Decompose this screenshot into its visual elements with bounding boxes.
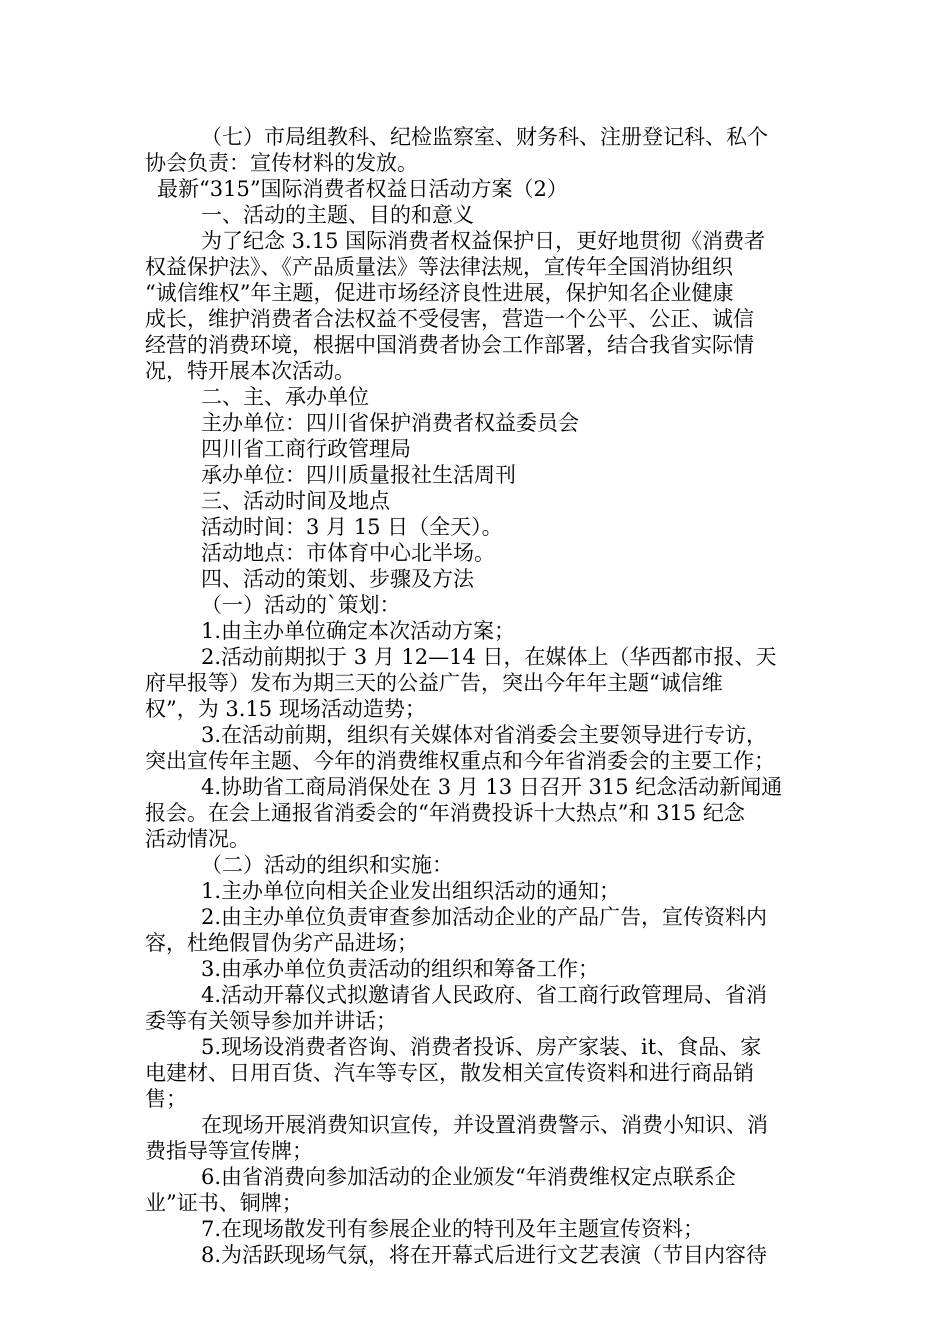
- text-line: 业”证书、铜牌；: [145, 1191, 303, 1215]
- text-line: 协会负责：宣传材料的发放。: [145, 151, 418, 175]
- text-line: 四川省工商行政管理局: [201, 437, 411, 461]
- heading: 二、主、承办单位: [201, 385, 369, 409]
- heading: 四、活动的策划、步骤及方法: [201, 567, 474, 591]
- text-line: 在现场开展消费知识宣传，并设置消费警示、消费小知识、消: [201, 1113, 768, 1137]
- text-line: 活动时间：3 月 15 日（全天）。: [201, 515, 503, 539]
- text-line: 1.由主办单位确定本次活动方案；: [201, 619, 516, 643]
- text-line: 权”，为 3.15 现场活动造势；: [145, 697, 426, 721]
- text-line: 2.活动前期拟于 3 月 12—14 日，在媒体上（华西都市报、天: [201, 645, 777, 669]
- text-line: 3.在活动前期，组织有关媒体对省消委会主要领导进行专访，: [201, 723, 768, 747]
- text-line: 6.由省消费向参加活动的企业颁发“年消费维权定点联系企: [201, 1165, 736, 1189]
- text-line: 费指导等宣传牌；: [145, 1139, 313, 1163]
- section-title: 最新“315”国际消费者权益日活动方案（2）: [157, 177, 568, 201]
- subheading: （二）活动的组织和实施：: [201, 853, 453, 877]
- text-line: 4.协助省工商局消保处在 3 月 13 日召开 315 纪念活动新闻通: [201, 775, 783, 799]
- text-line: 成长，维护消费者合法权益不受侵害，营造一个公平、公正、诚信: [145, 307, 754, 331]
- text-line: 主办单位：四川省保护消费者权益委员会: [201, 411, 579, 435]
- text-line: 府早报等）发布为期三天的公益广告，突出今年年主题“诚信维: [145, 671, 723, 695]
- heading: 三、活动时间及地点: [201, 489, 390, 513]
- text-line: 1.主办单位向相关企业发出组织活动的通知；: [201, 879, 621, 903]
- text-line: 承办单位：四川质量报社生活周刊: [201, 463, 516, 487]
- text-line: 4.活动开幕仪式拟邀请省人民政府、省工商行政管理局、省消: [201, 983, 768, 1007]
- text-line: “诚信维权”年主题，促进市场经济良性进展，保护知名企业健康: [145, 281, 734, 305]
- subheading: （一）活动的`策划：: [201, 593, 401, 617]
- text-line: 权益保护法》、《产品质量法》等法律法规，宣传年全国消协组织: [145, 255, 733, 279]
- text-line: 7.在现场散发刊有参展企业的特刊及年主题宣传资料；: [201, 1217, 705, 1241]
- text-line: 容，杜绝假冒伪劣产品进场；: [145, 931, 418, 955]
- text-line: （七）市局组教科、纪检监察室、财务科、注册登记科、私个: [201, 125, 768, 149]
- text-line: 售；: [145, 1087, 187, 1111]
- text-line: 电建材、日用百货、汽车等专区，散发相关宣传资料和进行商品销: [145, 1061, 754, 1085]
- text-line: 活动地点：市体育中心北半场。: [201, 541, 495, 565]
- text-line: 8.为活跃现场气氛，将在开幕式后进行文艺表演（节目内容待: [201, 1243, 768, 1267]
- text-line: 况，特开展本次活动。: [145, 359, 355, 383]
- text-line: 突出宣传年主题、今年的消费维权重点和今年省消委会的主要工作；: [145, 749, 775, 773]
- text-line: 5.现场设消费者咨询、消费者投诉、房产家装、it、食品、家: [201, 1035, 762, 1059]
- text-line: 委等有关领导参加并讲话；: [145, 1009, 397, 1033]
- text-line: 3.由承办单位负责活动的组织和筹备工作；: [201, 957, 600, 981]
- text-line: 2.由主办单位负责审查参加活动企业的产品广告，宣传资料内: [201, 905, 768, 929]
- text-line: 活动情况。: [145, 827, 250, 851]
- text-line: 经营的消费环境，根据中国消费者协会工作部署，结合我省实际情: [145, 333, 754, 357]
- heading: 一、活动的主题、目的和意义: [201, 203, 474, 227]
- text-line: 为了纪念 3.15 国际消费者权益保护日，更好地贯彻《消费者: [201, 229, 766, 253]
- text-line: 报会。在会上通报省消委会的“年消费投诉十大热点”和 315 纪念: [145, 801, 745, 825]
